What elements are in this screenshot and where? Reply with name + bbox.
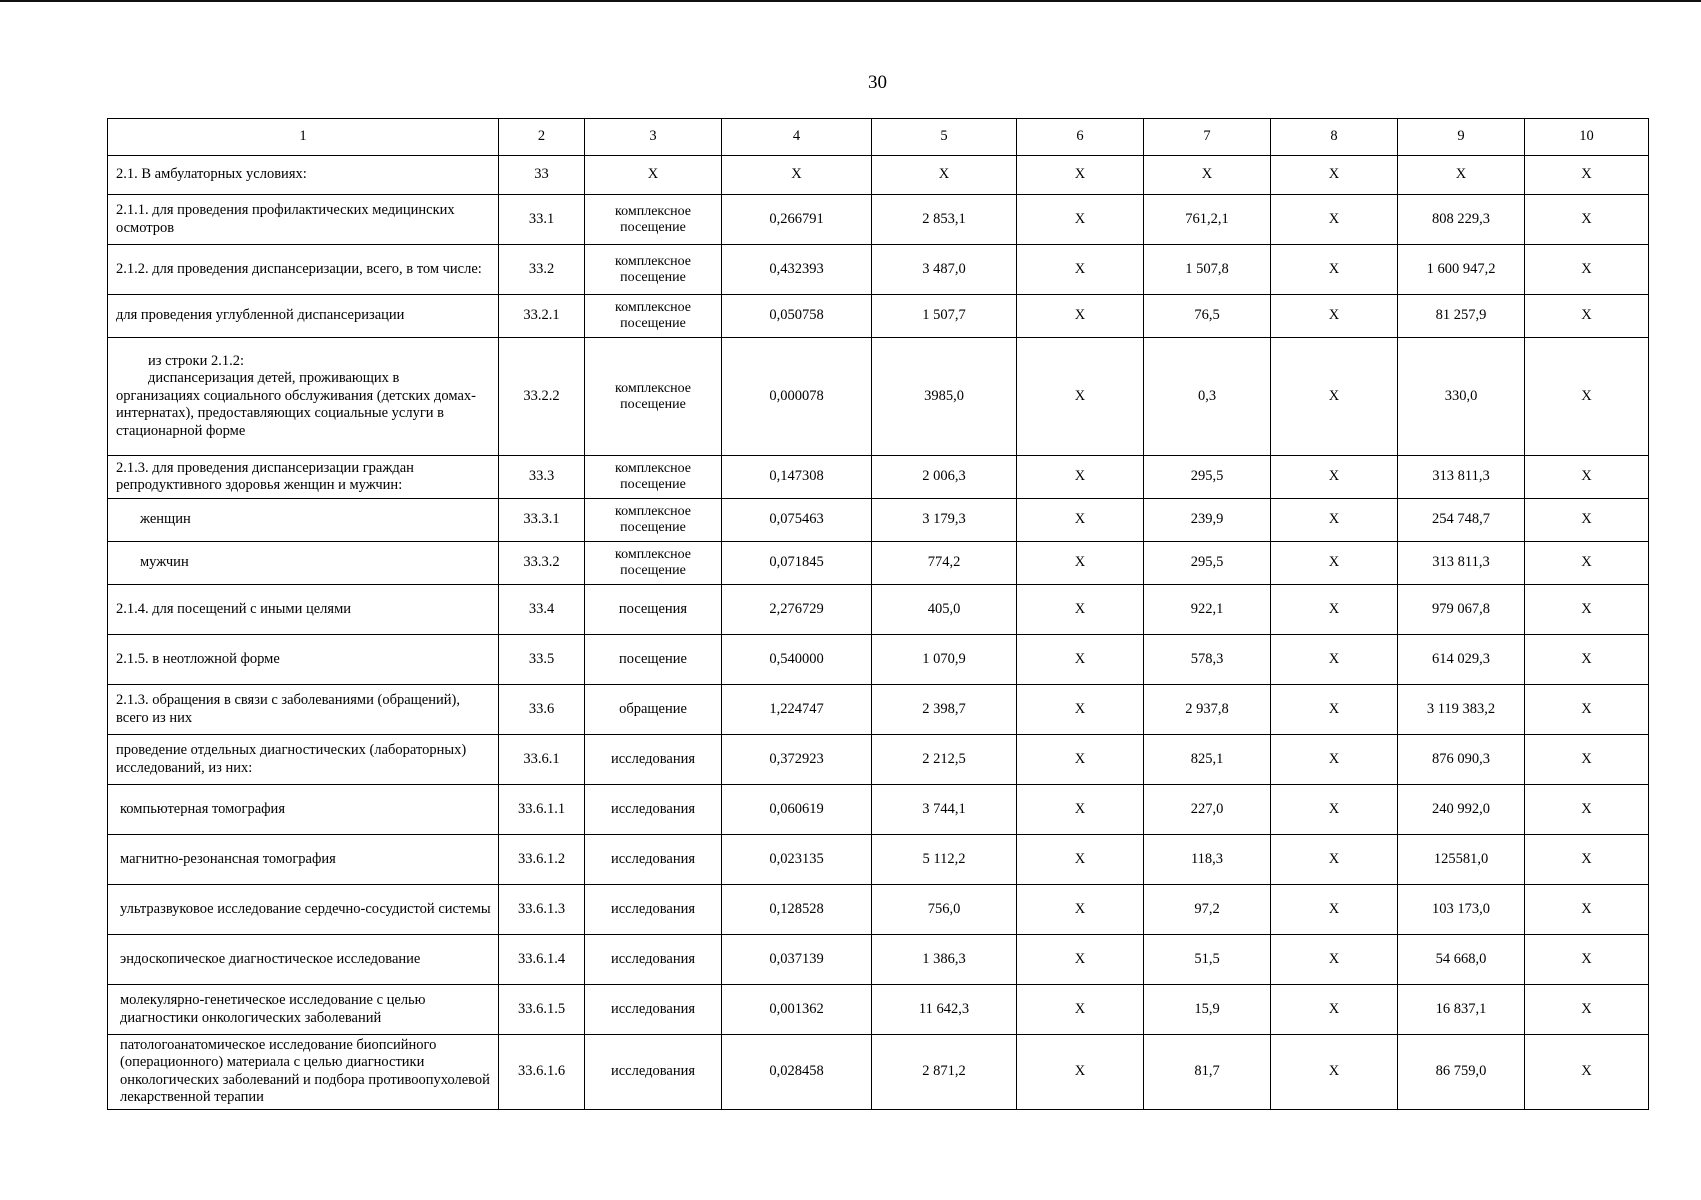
row-cell: 808 229,3 — [1398, 195, 1525, 245]
row-cell: X — [1017, 985, 1144, 1035]
row-unit: исследования — [585, 985, 722, 1035]
row-cell: 3 119 383,2 — [1398, 685, 1525, 735]
row-cell: X — [1271, 985, 1398, 1035]
row-cell: 0,128528 — [722, 885, 872, 935]
row-cell: X — [1017, 835, 1144, 885]
row-cell: 0,372923 — [722, 735, 872, 785]
row-name: патологоанатомическое исследование биопсийного (операционного) материала с целью диагностики онкологических заболеваний и подбора противоопухолевой лекарственной терапии — [108, 1035, 499, 1110]
row-cell: X — [1525, 985, 1649, 1035]
row-cell: 0,000078 — [722, 338, 872, 456]
row-cell: 979 067,8 — [1398, 585, 1525, 635]
row-cell: X — [1525, 456, 1649, 499]
row-cell: 295,5 — [1144, 456, 1271, 499]
row-name: 2.1.4. для посещений с иными целями — [108, 585, 499, 635]
row-cell: X — [1017, 245, 1144, 295]
row-cell: 227,0 — [1144, 785, 1271, 835]
row-cell: 2 871,2 — [872, 1035, 1017, 1110]
table-row — [108, 245, 1649, 295]
row-name: 2.1.3. для проведения диспансеризации граждан репродуктивного здоровья женщин и мужчин: — [108, 456, 499, 499]
row-cell: 1,224747 — [722, 685, 872, 735]
row-cell: 54 668,0 — [1398, 935, 1525, 985]
table-row — [108, 499, 1649, 542]
column-header: 10 — [1525, 119, 1649, 156]
row-cell: 2,276729 — [722, 585, 872, 635]
table-row — [108, 338, 1649, 456]
column-header: 4 — [722, 119, 872, 156]
row-cell: 295,5 — [1144, 542, 1271, 585]
row-cell: X — [1271, 885, 1398, 935]
table-row — [108, 295, 1649, 338]
row-cell: X — [1525, 635, 1649, 685]
row-cell: X — [1271, 635, 1398, 685]
row-cell: X — [872, 156, 1017, 195]
row-unit: комплексное посещение — [585, 338, 722, 456]
row-cell: 0,3 — [1144, 338, 1271, 456]
row-cell: X — [1525, 785, 1649, 835]
row-cell: 1 507,7 — [872, 295, 1017, 338]
row-cell: 0,001362 — [722, 985, 872, 1035]
row-cell: 0,075463 — [722, 499, 872, 542]
column-header: 2 — [499, 119, 585, 156]
row-unit: X — [585, 156, 722, 195]
row-cell: X — [1271, 542, 1398, 585]
row-cell: 239,9 — [1144, 499, 1271, 542]
row-cell: X — [1017, 585, 1144, 635]
row-line-code: 33.6.1.6 — [499, 1035, 585, 1110]
row-cell: 0,540000 — [722, 635, 872, 685]
row-unit: исследования — [585, 1035, 722, 1110]
row-cell: X — [1017, 338, 1144, 456]
row-name: 2.1.1. для проведения профилактических медицинских осмотров — [108, 195, 499, 245]
table-row — [108, 1035, 1649, 1110]
row-cell: 2 212,5 — [872, 735, 1017, 785]
row-unit: исследования — [585, 935, 722, 985]
row-cell: X — [1525, 542, 1649, 585]
row-line-code: 33.6.1.3 — [499, 885, 585, 935]
table-row — [108, 735, 1649, 785]
row-line-code: 33.2.1 — [499, 295, 585, 338]
row-cell: 0,432393 — [722, 245, 872, 295]
row-unit: исследования — [585, 735, 722, 785]
row-name: мужчин — [108, 542, 499, 585]
row-cell: 3 179,3 — [872, 499, 1017, 542]
row-cell: 0,147308 — [722, 456, 872, 499]
row-unit: комплексное посещение — [585, 245, 722, 295]
row-name: проведение отдельных диагностических (лабораторных) исследований, из них: — [108, 735, 499, 785]
row-cell: 0,028458 — [722, 1035, 872, 1110]
row-line-code: 33.4 — [499, 585, 585, 635]
row-name: магнитно-резонансная томография — [108, 835, 499, 885]
row-cell: X — [1271, 735, 1398, 785]
column-header: 7 — [1144, 119, 1271, 156]
row-line-code: 33.3.1 — [499, 499, 585, 542]
row-unit: посещения — [585, 585, 722, 635]
table-row — [108, 835, 1649, 885]
row-cell: 125581,0 — [1398, 835, 1525, 885]
row-name: ультразвуковое исследование сердечно-сосудистой системы — [108, 885, 499, 935]
row-cell: X — [1271, 156, 1398, 195]
row-cell: 240 992,0 — [1398, 785, 1525, 835]
row-cell: X — [1017, 156, 1144, 195]
row-cell: 3985,0 — [872, 338, 1017, 456]
row-line-code: 33.1 — [499, 195, 585, 245]
row-cell: 756,0 — [872, 885, 1017, 935]
row-cell: X — [1271, 935, 1398, 985]
row-line-code: 33.5 — [499, 635, 585, 685]
table-row — [108, 985, 1649, 1035]
row-name: женщин — [108, 499, 499, 542]
row-cell: X — [1525, 835, 1649, 885]
table-row — [108, 935, 1649, 985]
row-cell: X — [1525, 499, 1649, 542]
row-cell: 761,2,1 — [1144, 195, 1271, 245]
row-name: 2.1.2. для проведения диспансеризации, всего, в том числе: — [108, 245, 499, 295]
row-cell: X — [1271, 1035, 1398, 1110]
row-cell: X — [1525, 245, 1649, 295]
row-cell: X — [1017, 685, 1144, 735]
row-cell: X — [1525, 685, 1649, 735]
row-cell: X — [722, 156, 872, 195]
row-cell: 3 487,0 — [872, 245, 1017, 295]
row-cell: 5 112,2 — [872, 835, 1017, 885]
row-cell: 81 257,9 — [1398, 295, 1525, 338]
row-cell: 0,071845 — [722, 542, 872, 585]
report-table — [107, 118, 1649, 1110]
row-line-code: 33.6.1.1 — [499, 785, 585, 835]
row-cell: 0,266791 — [722, 195, 872, 245]
row-cell: 2 398,7 — [872, 685, 1017, 735]
row-cell: 313 811,3 — [1398, 542, 1525, 585]
row-unit: исследования — [585, 785, 722, 835]
table-row — [108, 635, 1649, 685]
row-name — [108, 338, 499, 456]
row-cell: 103 173,0 — [1398, 885, 1525, 935]
row-unit: комплексное посещение — [585, 295, 722, 338]
table-row — [108, 195, 1649, 245]
row-cell: 51,5 — [1144, 935, 1271, 985]
column-header: 8 — [1271, 119, 1398, 156]
table-row — [108, 785, 1649, 835]
row-cell: 313 811,3 — [1398, 456, 1525, 499]
row-cell: X — [1525, 338, 1649, 456]
row-cell: 578,3 — [1144, 635, 1271, 685]
row-line-code: 33.6.1.2 — [499, 835, 585, 885]
row-cell: 118,3 — [1144, 835, 1271, 885]
row-line-code: 33.3 — [499, 456, 585, 499]
column-header: 5 — [872, 119, 1017, 156]
row-cell: 1 600 947,2 — [1398, 245, 1525, 295]
row-cell: X — [1525, 195, 1649, 245]
row-cell: X — [1144, 156, 1271, 195]
row-cell: 876 090,3 — [1398, 735, 1525, 785]
row-cell: 405,0 — [872, 585, 1017, 635]
row-cell: 0,037139 — [722, 935, 872, 985]
row-cell: 15,9 — [1144, 985, 1271, 1035]
row-name-line: организациях социального обслуживания (детских домах-интернатах), предоставляющих социальные услуги в стационарной форме — [116, 387, 476, 439]
row-cell: 922,1 — [1144, 585, 1271, 635]
row-name: компьютерная томография — [108, 785, 499, 835]
row-unit: комплексное посещение — [585, 195, 722, 245]
table-row — [108, 585, 1649, 635]
row-name: молекулярно-генетическое исследование с целью диагностики онкологических заболеваний — [108, 985, 499, 1035]
row-cell: X — [1017, 885, 1144, 935]
row-cell: 1 070,9 — [872, 635, 1017, 685]
row-name: 2.1.3. обращения в связи с заболеваниями (обращений), всего из них — [108, 685, 499, 735]
row-cell: X — [1017, 542, 1144, 585]
table-row — [108, 685, 1649, 735]
row-name: эндоскопическое диагностическое исследование — [108, 935, 499, 985]
scan-top-edge — [0, 0, 1701, 2]
row-name: 2.1. В амбулаторных условиях: — [108, 156, 499, 195]
row-cell: 2 006,3 — [872, 456, 1017, 499]
row-cell: X — [1017, 499, 1144, 542]
row-cell: 1 386,3 — [872, 935, 1017, 985]
row-cell: X — [1525, 156, 1649, 195]
row-name: 2.1.5. в неотложной форме — [108, 635, 499, 685]
row-cell: 2 853,1 — [872, 195, 1017, 245]
row-cell: X — [1271, 835, 1398, 885]
row-cell: 0,050758 — [722, 295, 872, 338]
row-unit: исследования — [585, 835, 722, 885]
row-cell: 0,060619 — [722, 785, 872, 835]
row-cell: X — [1017, 1035, 1144, 1110]
column-header: 6 — [1017, 119, 1144, 156]
column-header: 1 — [108, 119, 499, 156]
row-line-code: 33.6 — [499, 685, 585, 735]
row-cell: X — [1017, 635, 1144, 685]
row-cell: X — [1271, 245, 1398, 295]
row-cell: X — [1271, 195, 1398, 245]
row-cell: X — [1525, 1035, 1649, 1110]
row-line-code: 33.6.1 — [499, 735, 585, 785]
row-cell: X — [1271, 456, 1398, 499]
row-cell: 0,023135 — [722, 835, 872, 885]
row-cell: 3 744,1 — [872, 785, 1017, 835]
row-unit: комплексное посещение — [585, 542, 722, 585]
row-cell: 614 029,3 — [1398, 635, 1525, 685]
row-cell: 774,2 — [872, 542, 1017, 585]
row-unit: комплексное посещение — [585, 456, 722, 499]
row-name: для проведения углубленной диспансеризации — [108, 295, 499, 338]
row-line-code: 33.6.1.4 — [499, 935, 585, 985]
row-name-line: диспансеризация детей, проживающих в — [148, 370, 400, 387]
row-line-code: 33.3.2 — [499, 542, 585, 585]
row-unit: комплексное посещение — [585, 499, 722, 542]
row-line-code: 33.2.2 — [499, 338, 585, 456]
row-cell: 86 759,0 — [1398, 1035, 1525, 1110]
table-row — [108, 885, 1649, 935]
row-cell: X — [1398, 156, 1525, 195]
row-cell: X — [1525, 885, 1649, 935]
row-cell: X — [1271, 338, 1398, 456]
row-cell: X — [1017, 295, 1144, 338]
row-cell: X — [1017, 935, 1144, 985]
row-cell: 254 748,7 — [1398, 499, 1525, 542]
row-cell: 825,1 — [1144, 735, 1271, 785]
row-unit: исследования — [585, 885, 722, 935]
row-cell: 97,2 — [1144, 885, 1271, 935]
table-row — [108, 542, 1649, 585]
header-row — [108, 119, 1649, 156]
row-cell: X — [1271, 499, 1398, 542]
row-cell: X — [1271, 685, 1398, 735]
row-cell: X — [1017, 195, 1144, 245]
page-number: 30 — [868, 72, 887, 93]
row-cell: 81,7 — [1144, 1035, 1271, 1110]
column-header: 3 — [585, 119, 722, 156]
row-cell: 11 642,3 — [872, 985, 1017, 1035]
row-cell: X — [1017, 456, 1144, 499]
row-cell: X — [1525, 935, 1649, 985]
row-unit: посещение — [585, 635, 722, 685]
row-cell: 16 837,1 — [1398, 985, 1525, 1035]
row-cell: 330,0 — [1398, 338, 1525, 456]
row-name-line: из строки 2.1.2: — [148, 353, 245, 370]
row-line-code: 33 — [499, 156, 585, 195]
row-cell: 2 937,8 — [1144, 685, 1271, 735]
row-cell: 76,5 — [1144, 295, 1271, 338]
row-cell: X — [1271, 585, 1398, 635]
row-cell: X — [1271, 785, 1398, 835]
column-header: 9 — [1398, 119, 1525, 156]
row-cell: X — [1525, 735, 1649, 785]
row-cell: 1 507,8 — [1144, 245, 1271, 295]
row-cell: X — [1525, 585, 1649, 635]
row-line-code: 33.6.1.5 — [499, 985, 585, 1035]
table-row — [108, 456, 1649, 499]
row-line-code: 33.2 — [499, 245, 585, 295]
table-row — [108, 156, 1649, 195]
row-cell: X — [1017, 735, 1144, 785]
row-cell: X — [1525, 295, 1649, 338]
row-cell: X — [1271, 295, 1398, 338]
row-cell: X — [1017, 785, 1144, 835]
row-unit: обращение — [585, 685, 722, 735]
